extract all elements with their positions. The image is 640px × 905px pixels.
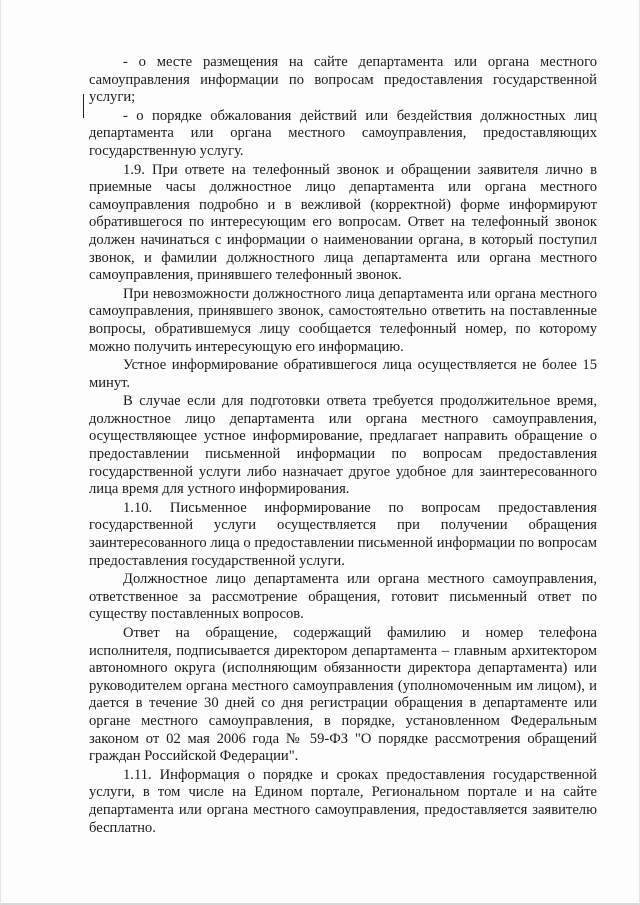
paragraph-responsible-official: Должностное лицо департамента или органа местного самоуправления, ответственное за рассмотрение обращения, готовит письменный ответ по существу поставленных вопросов. bbox=[89, 571, 597, 623]
paragraph-1-9: 1.9. При ответе на телефонный звонок и обращении заявителя лично в приемные часы должностное лицо департамента или органа местного самоуправления подробно и в вежливой (корректной) форме информируют обратившегося по интересующим его вопросам. Ответ на телефонный звонок должен начинаться с информации о наименовании органа, в который поступил звонок, и фамилии должностного лица департамента или органа местного самоуправления, принявшего телефонный звонок. bbox=[89, 161, 597, 284]
document-body bbox=[89, 54, 597, 838]
paragraph-1-10: 1.10. Письменное информирование по вопросам предоставления государственной услуги осуществляется при получении обращения заинтересованного лица о предоставлении письменной информации по вопросам предоставления государственной услуги. bbox=[89, 499, 597, 569]
paragraph-info-placement: - о месте размещения на сайте департамента или органа местного самоуправления информации по вопросам предоставления государственной услуги; bbox=[89, 54, 597, 106]
paragraph-oral-duration: Устное информирование обратившегося лица осуществляется не более 15 минут. bbox=[89, 357, 597, 391]
paragraph-response-signing: Ответ на обращение, содержащий фамилию и номер телефона исполнителя, подписывается директором департамента – главным архитектором автономного округа (исполняющим обязанности директора департамента) или руководителем органа местного самоуправления (уполномоченным им лицом), и дается в течение 30 дней со дня регистрации обращения в департаменте или органе местного самоуправления, в порядке, установленном Федеральным законом от 02 мая 2006 года № 59-ФЗ "О порядке рассмотрения обращений граждан Российской Федерации". bbox=[89, 625, 597, 765]
paragraph-1-11: 1.11. Информация о порядке и сроках предоставления государственной услуги, в том числе на Едином портале, Региональном портале и на сайте департамента или органа местного самоуправления, предоставляется заявителю бесплатно. bbox=[89, 766, 597, 836]
paragraph-appeal-procedure: - о порядке обжалования действий или бездействия должностных лиц департамента или органа местного самоуправления, предоставляющих государственную услугу. bbox=[89, 107, 597, 159]
paragraph-long-preparation: В случае если для подготовки ответа требуется продолжительное время, должностное лицо департамента или органа местного самоуправления, осуществляющее устное информирование, предлагает направить обращение о предоставлении письменной информации по вопросам предоставления государственной услуги либо назначает другое удобное для заинтересованного лица время для устного информирования. bbox=[89, 393, 597, 498]
paragraph-impossibility: При невозможности должностного лица департамента или органа местного самоуправления, принявшего звонок, самостоятельно ответить на поставленные вопросы, обратившемуся лицу сообщается телефонный номер, по которому можно получить интересующую его информацию. bbox=[89, 285, 597, 355]
margin-mark bbox=[83, 94, 84, 118]
